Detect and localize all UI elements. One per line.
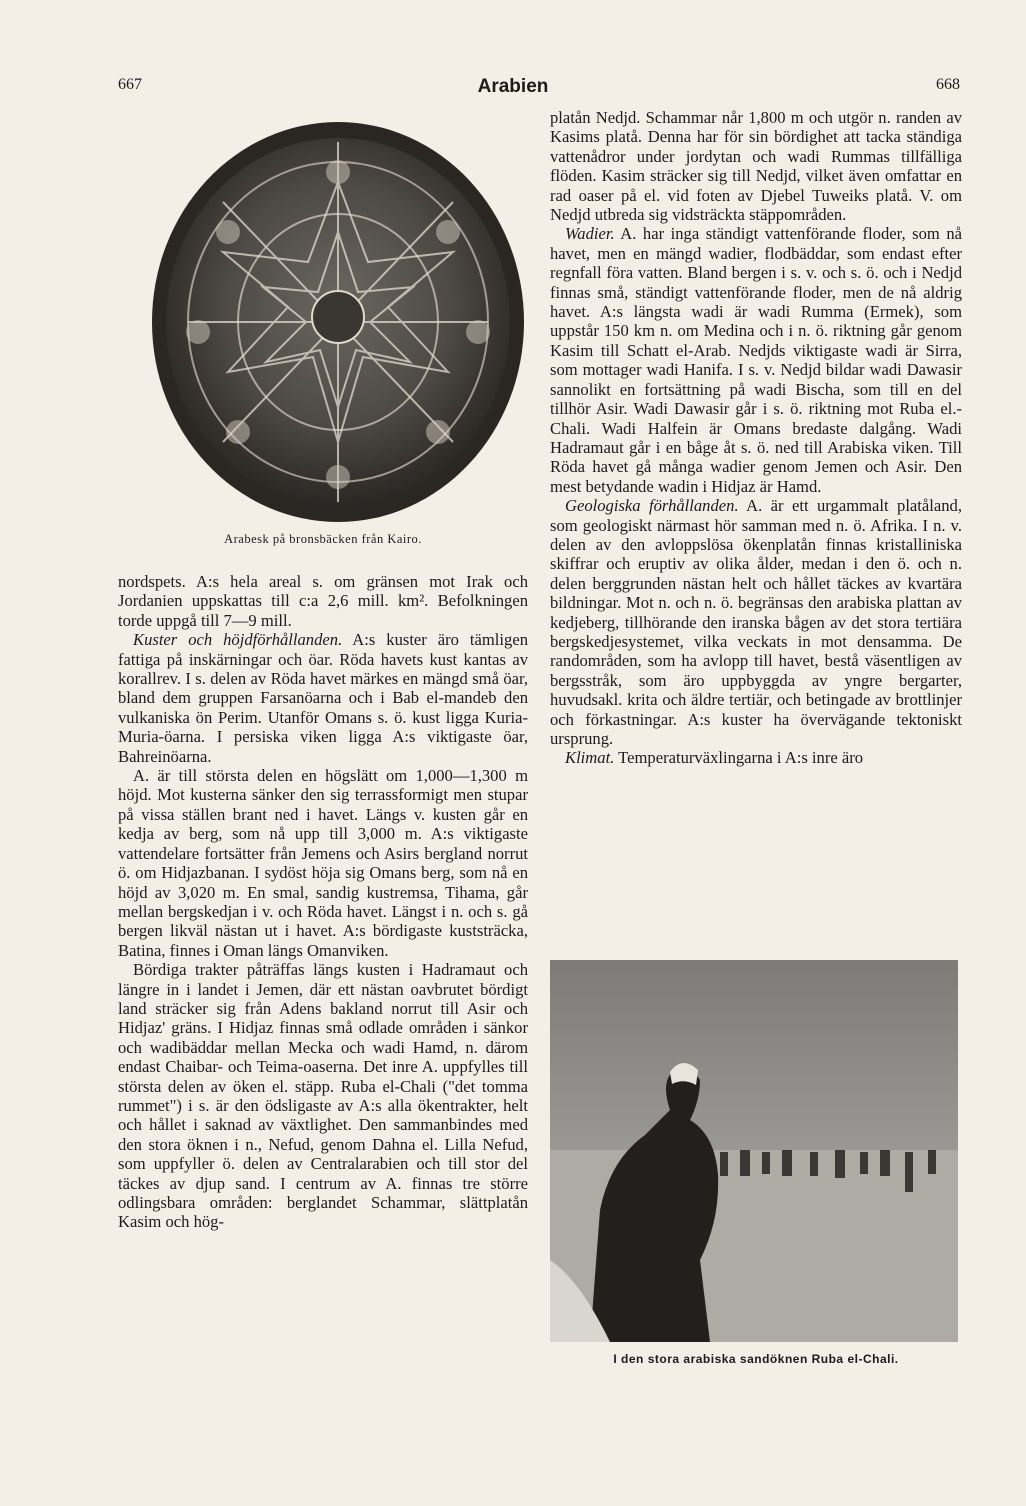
desert-caption: I den stora arabiska sandöknen Ruba el-Chali. [613, 1352, 899, 1366]
left-paragraph-1: nordspets. A:s hela areal s. om gränsen mot Irak och Jordanien uppskattas till c:a 2,6 mill. km². Befolkningen torde uppgå till 7—9 mill. [118, 572, 528, 630]
plate-caption: Arabesk på bronsbäcken från Kairo. [224, 532, 422, 546]
section-heading-wadier: Wadier. [565, 224, 615, 244]
page-number-right: 668 [936, 76, 960, 93]
right-paragraph-1: platån Nedjd. Schammar når 1,800 m och utgör n. randen av Kasims platå. Denna har för sin bördighet att tacka ständiga vattenådror under jordytan och wadi Rummas tillfälliga flöden. Kasim sträcker sig till Nedjd, vilket även omfattar en rad oaser på el. vid foten av Djebel Tuweiks platå. V. om Nedjd utbreda sig vidsträckta stäppområden. [550, 108, 962, 225]
left-paragraph-4: Bördiga trakter påträffas längs kusten i Hadramaut och längre in i landet i Jemen, där ett nästan oavbrutet bördigt land sträcker sig från Adens bakland norrut till Asir och Hidjaz' gräns. I Hidjaz finnas små odlade områden i sänkor och wadibäddar mellan Mecka och wadi Hamd, n. därom endast Chaibar- och Teima-oaserna. Det inre A. uppfylles till största delen av öken el. stäpp. Ruba el-Chali ("det tomma rummet") i s. är den ödsligaste av A:s alla ökentrakter, helt och hållet i saknad av växtlighet. Den sammanbindes med den stora öknen i n., Nefud, genom Dahna el. Lilla Nefud, som uppfyller ö. delen av Centralarabien och till stor del täckes av djup sand. I centrum av A. finnas tre större odlingsbara områden: berglandet Schammar, slättplatån Kasim och hög- [118, 960, 528, 1232]
right-paragraph-4: Klimat. Temperaturväxlingarna i A:s inre äro [565, 748, 864, 768]
section-heading-geologiska: Geologiska förhållanden. [565, 496, 739, 516]
section-heading-kuster: Kuster och höjdförhållanden. [133, 630, 343, 650]
right-column [550, 108, 962, 768]
page-title: Arabien [477, 76, 549, 97]
bronze-plate-image [148, 112, 528, 522]
left-column [118, 572, 528, 1232]
page-number-left: 667 [118, 76, 142, 93]
section-heading-klimat: Klimat. [565, 748, 615, 768]
right-paragraph-3: Geologiska förhållanden. A. är ett urgammalt platåland, som geologiskt närmast hör samman med n. ö. Afrika. I n. v. delen av den avloppslösa ökenplatån finnas kristalliniska skiffrar och eruptiv av olika ålder, medan i den ö. och n. delen berggrunden nästan helt och hållet täckes av kvartära bildningar. Mot n. och n. ö. begränsas den arabiska plattan av kedjeberg, tillhörande den iranska bågen av det stora tertiära bergskedjesystemet, vilka veckats in mot densamma. De randområden, som ha avlopp till havet, bestå väsentligen av bergsstråk, som äro uppbyggda av yngre bergarter, huvudsakl. krita och äldre tertiär, och betingade av brottlinjer och förkastningar. A:s kuster ha övervägande tektoniskt ursprung. [550, 496, 962, 748]
left-paragraph-3: A. är till största delen en högslätt om 1,000—1,300 m höjd. Mot kusterna sänker den sig terrassformigt men stupar på vissa ställen brant ned i havet. Längs v. kusten går en kedja av berg, som nå upp till 3,000 m. A:s viktigaste vattendelare fortsätter från Jemens och Asirs bergland norrut ö. om Hidjazbanan. I sydöst höja sig Omans berg, som nå en höjd av 3,020 m. En smal, sandig kustremsa, Tihama, går mellan bergskedjan i v. och Röda havet. Längst i n. och s. gå bergen likväl nästan ut i havet. A:s bördigaste kuststräcka, Batina, finnes i Oman längs Omanviken. [118, 766, 528, 960]
desert-photo [550, 960, 958, 1342]
right-paragraph-2: Wadier. A. har inga ständigt vattenförande floder, som nå havet, men en mängd wadier, flodbäddar, som endast efter regnfall föra vatten. Bland bergen i s. v. och s. ö. och i Nedjd finnas små, ständigt vattenförande floder, men de nå aldrig havet. A:s längsta wadi är wadi Rumma (Ermek), som uppstår 150 km n. om Medina och i n. ö. riktning går genom Kasim till Schatt el-Arab. Nedjds viktigaste wadi är Sirra, som mottager wadi Hanifa. I s. v. Nedjd bildar wadi Dawasir sannolikt en fortsättning på wadi Bischa, som till en del tillhör Asir. Wadi Dawasir går i s. ö. riktning mot Ruba el.-Chali. Wadi Halfein är Omans bredaste dalgång. Wadi Hadramaut går i en båge åt s. ö. ned till Arabiska viken. Till Röda havet gå många wadier genom Jemen och Asir. Den mest betydande wadin i Hidjaz är Hamd. [550, 224, 962, 496]
left-paragraph-2: Kuster och höjdförhållanden. A:s kuster äro tämligen fattiga på inskärningar och öar. Röda havets kust kantas av korallrev. I s. delen av Röda havet märkes en mängd små öar, bland dem gruppen Farsanöarna och i Bab el-mandeb den vulkaniska ön Perim. Utanför Omans s. ö. kust ligga Kuria-Muria-öarna. I persiska viken ligga A:s viktigaste öar, Bahreinöarna. [118, 630, 528, 766]
